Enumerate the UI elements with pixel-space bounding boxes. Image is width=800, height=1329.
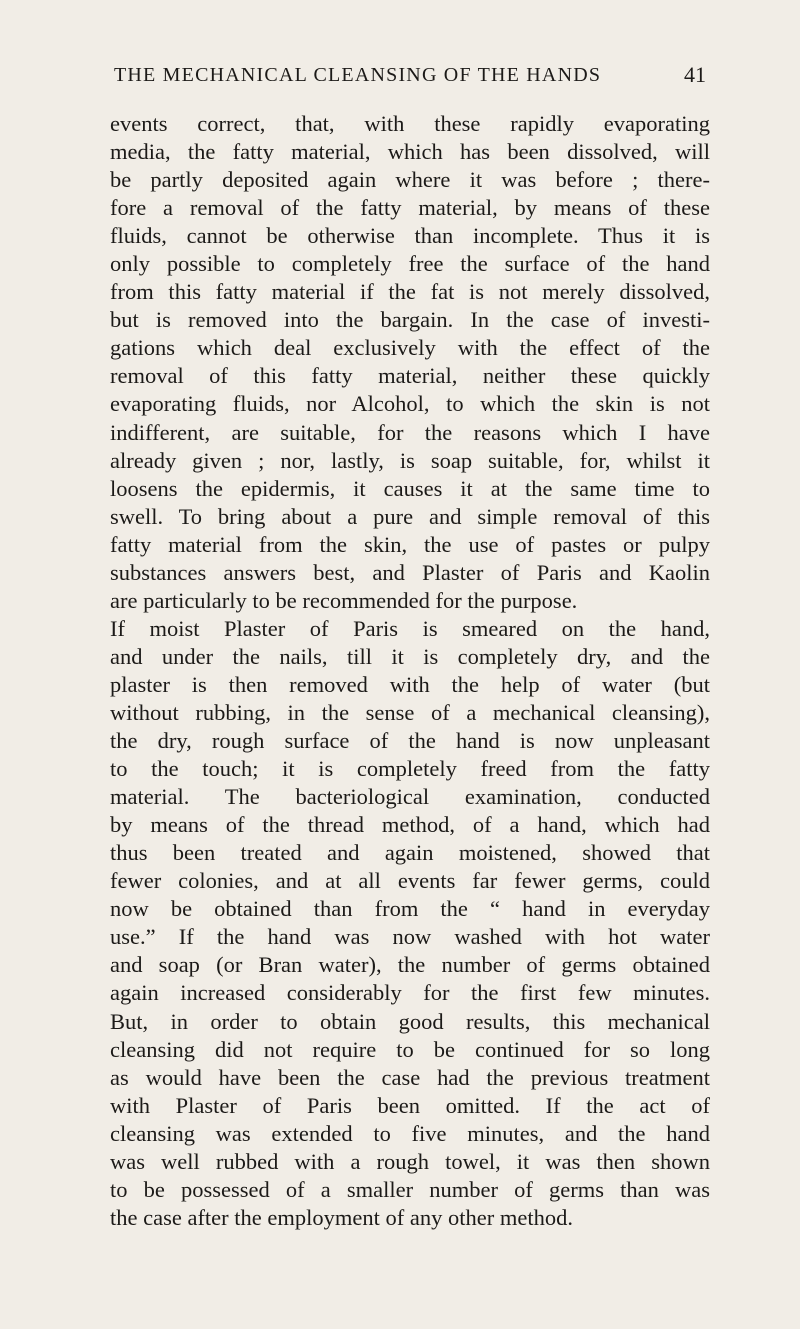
text-line: swell. To bring about a pure and simple removal of this: [110, 503, 710, 529]
text-line: plaster is then removed with the help of water (but: [110, 671, 710, 697]
text-line: by means of the thread method, of a hand, which had: [110, 812, 710, 838]
text-line: substances answers best, and Plaster of Paris and Kaolin: [110, 559, 710, 585]
text-line: media, the fatty material, which has been dissolved, will: [110, 139, 710, 165]
text-line: but is removed into the bargain. In the case of investi-: [110, 307, 710, 333]
text-line: fore a removal of the fatty material, by means of these: [110, 195, 710, 221]
text-line: with Plaster of Paris been omitted. If the act of: [110, 1092, 710, 1118]
text-line: as would have been the case had the previous treatment: [110, 1064, 710, 1090]
text-line: again increased considerably for the first few minutes.: [110, 980, 710, 1006]
text-line: from this fatty material if the fat is not merely dissolved,: [110, 279, 710, 305]
text-line: material. The bacteriological examination, conducted: [110, 784, 710, 810]
text-line: to the touch; it is completely freed from the fatty: [110, 756, 710, 782]
text-line: thus been treated and again moistened, showed that: [110, 840, 710, 866]
text-line: cleansing was extended to five minutes, and the hand: [110, 1120, 710, 1146]
text-line: cleansing did not require to be continued for so long: [110, 1036, 710, 1062]
text-line: removal of this fatty material, neither these quickly: [110, 363, 710, 389]
text-line: only possible to completely free the surface of the hand: [110, 251, 710, 277]
text-line: fewer colonies, and at all events far fewer germs, could: [110, 868, 710, 894]
running-title: THE MECHANICAL CLEANSING OF THE HANDS: [114, 64, 602, 86]
page-number: 41: [684, 62, 706, 87]
text-line: But, in order to obtain good results, this mechanical: [110, 1008, 710, 1034]
text-line: and under the nails, till it is completely dry, and the: [110, 643, 710, 669]
text-line: loosens the epidermis, it causes it at the same time to: [110, 475, 710, 501]
text-line: without rubbing, in the sense of a mechanical cleansing),: [110, 699, 710, 725]
text-line: fatty material from the skin, the use of pastes or pulpy: [110, 531, 710, 557]
text-line: and soap (or Bran water), the number of germs obtained: [110, 952, 710, 978]
text-line: events correct, that, with these rapidly evaporating: [110, 111, 710, 136]
text-line: now be obtained than from the “ hand in everyday: [110, 896, 710, 922]
body-text: [110, 110, 710, 1232]
text-line: already given ; nor, lastly, is soap suitable, for, whilst it: [110, 447, 710, 473]
text-line: to be possessed of a smaller number of germs than was: [110, 1176, 710, 1202]
text-line: are particularly to be recommended for the purpose.: [110, 587, 578, 613]
text-line: indifferent, are suitable, for the reasons which I have: [110, 419, 710, 445]
text-line: be partly deposited again where it was before ; there-: [110, 167, 710, 193]
running-head: [114, 60, 706, 90]
text-line: If moist Plaster of Paris is smeared on the hand,: [110, 615, 710, 641]
text-line: fluids, cannot be otherwise than incomplete. Thus it is: [110, 223, 710, 249]
text-line: use.” If the hand was now washed with hot water: [110, 924, 710, 950]
text-line: evaporating fluids, nor Alcohol, to which the skin is not: [110, 391, 710, 417]
text-line: the case after the employment of any other method.: [110, 1204, 573, 1230]
text-line: was well rubbed with a rough towel, it was then shown: [110, 1148, 710, 1174]
text-line: the dry, rough surface of the hand is now unpleasant: [110, 728, 710, 754]
text-line: gations which deal exclusively with the effect of the: [110, 335, 710, 361]
